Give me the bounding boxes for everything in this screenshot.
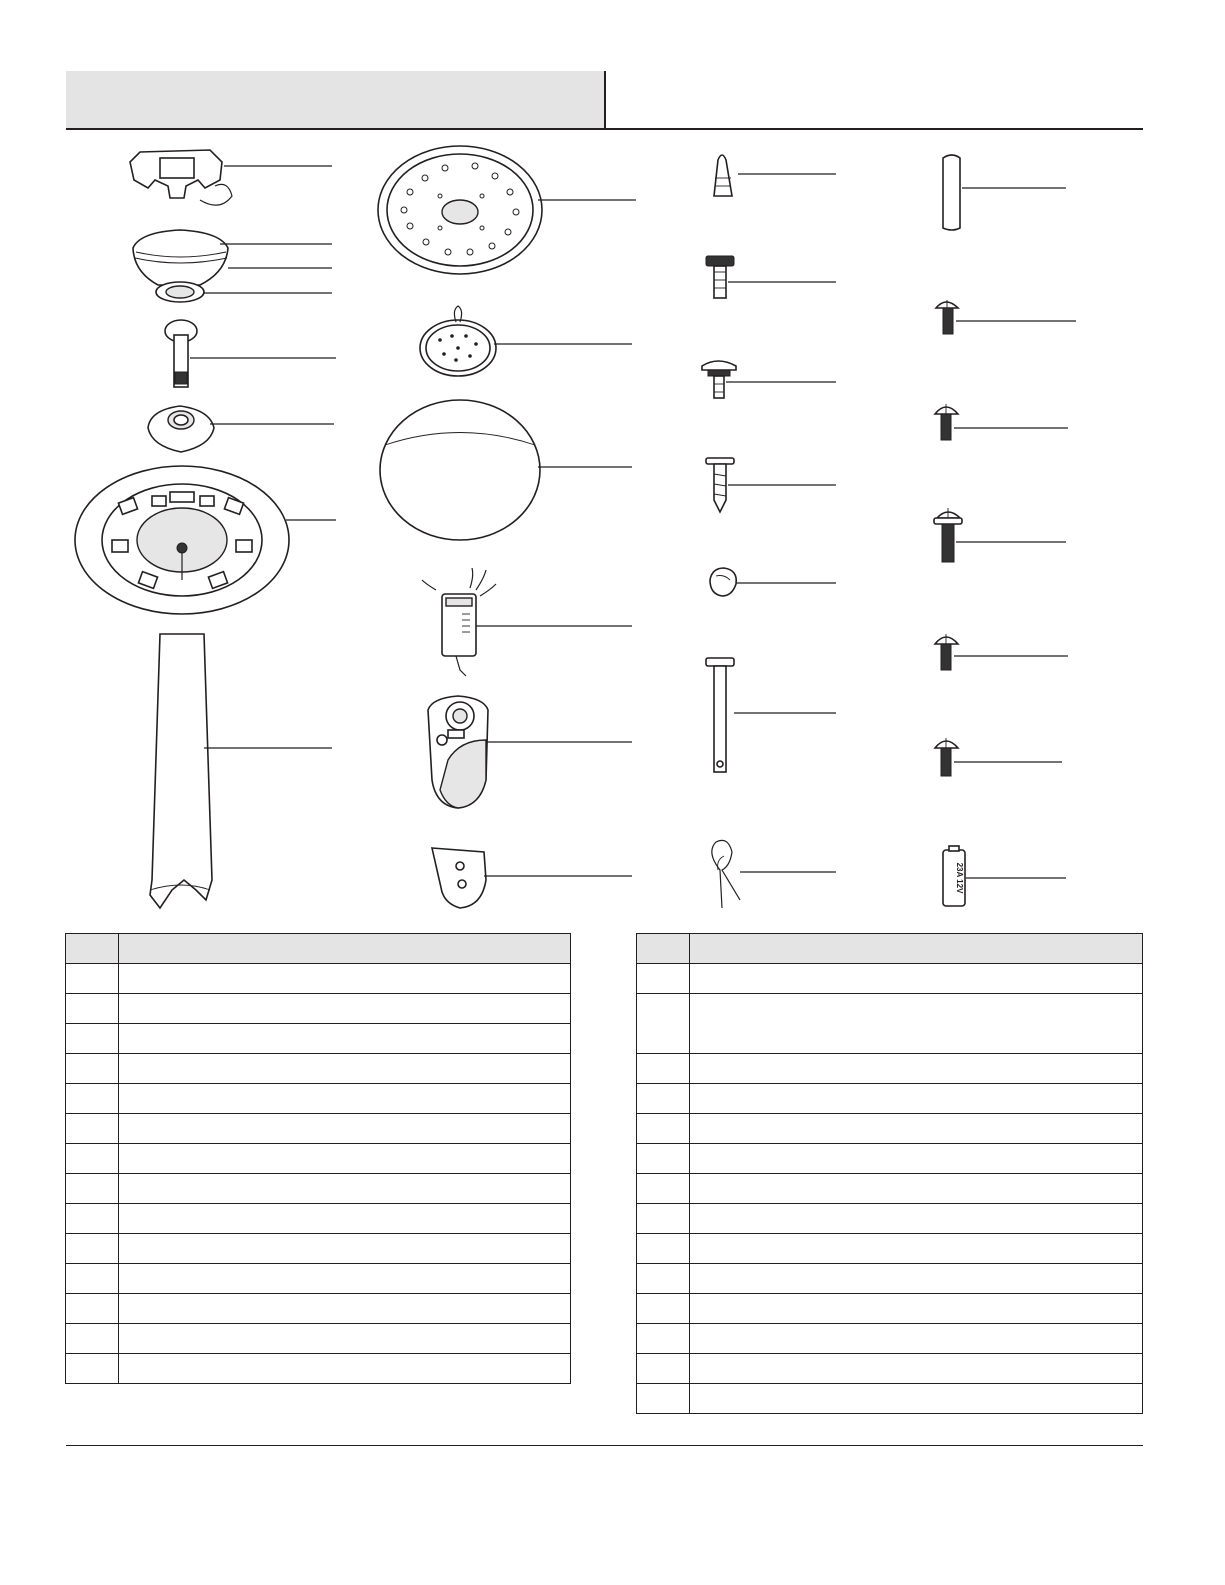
part-description xyxy=(690,994,1143,1054)
part-description xyxy=(690,1054,1143,1084)
part-letter xyxy=(66,1114,119,1144)
part-letter xyxy=(637,1144,690,1174)
battery-label: 23A 12V xyxy=(955,862,964,894)
part-letter xyxy=(637,1234,690,1264)
table-row xyxy=(66,1264,571,1294)
table-row xyxy=(637,1084,1143,1114)
fan-blade xyxy=(150,634,332,908)
screw-4 xyxy=(935,738,1062,776)
part-letter xyxy=(66,1204,119,1234)
part-description xyxy=(690,1174,1143,1204)
table-row xyxy=(66,1144,571,1174)
thumb-screw xyxy=(706,256,836,298)
part-description xyxy=(119,1054,571,1084)
screw-with-washer xyxy=(934,508,1066,562)
part-description xyxy=(690,1234,1143,1264)
battery xyxy=(943,846,1066,906)
table-row xyxy=(637,1264,1143,1294)
table-row xyxy=(637,1354,1143,1384)
clevis-pin xyxy=(706,658,836,772)
part-letter xyxy=(66,1054,119,1084)
table-row xyxy=(637,1174,1143,1204)
mounting-bracket xyxy=(130,150,332,205)
part-letter xyxy=(66,1084,119,1114)
part-letter xyxy=(637,1054,690,1084)
part-description xyxy=(119,1294,571,1324)
part-description xyxy=(119,1084,571,1114)
part-letter xyxy=(66,1354,119,1384)
table-row xyxy=(637,1234,1143,1264)
part-letter xyxy=(637,1354,690,1384)
light-kit-plate xyxy=(420,306,632,376)
footer-rule xyxy=(66,1445,1143,1446)
table-row xyxy=(66,1204,571,1234)
table-row xyxy=(66,1024,571,1054)
part-letter xyxy=(637,1174,690,1204)
part-letter xyxy=(637,1114,690,1144)
downrod xyxy=(165,320,336,387)
part-description xyxy=(690,1384,1143,1414)
table-row xyxy=(66,994,571,1024)
part-description xyxy=(119,994,571,1024)
table-row xyxy=(637,964,1143,994)
part-letter xyxy=(66,1174,119,1204)
screw-1 xyxy=(936,300,1076,334)
part-description xyxy=(690,1114,1143,1144)
part-description xyxy=(119,1144,571,1174)
part-description xyxy=(119,1234,571,1264)
part-description xyxy=(690,1294,1143,1324)
part-letter xyxy=(637,1084,690,1114)
part-letter xyxy=(66,994,119,1024)
table-row xyxy=(637,1054,1143,1084)
coupling-cover xyxy=(148,406,334,452)
part-description xyxy=(690,1264,1143,1294)
receiver xyxy=(422,568,632,676)
part-description xyxy=(119,1174,571,1204)
part-letter xyxy=(66,964,119,994)
table-row xyxy=(66,1084,571,1114)
cotter-pin xyxy=(712,840,836,908)
table-row xyxy=(66,1294,571,1324)
part-letter xyxy=(637,1204,690,1234)
parts-table-left xyxy=(65,933,571,1384)
table-row xyxy=(637,1324,1143,1354)
col-description xyxy=(119,934,571,964)
part-description xyxy=(119,1264,571,1294)
balancing-rod xyxy=(943,155,1066,230)
part-letter xyxy=(66,1024,119,1054)
table-row xyxy=(637,1204,1143,1234)
part-description xyxy=(690,1324,1143,1354)
glass-shade xyxy=(380,400,632,540)
finial-cap xyxy=(710,568,836,596)
part-letter xyxy=(66,1294,119,1324)
part-description xyxy=(690,1354,1143,1384)
col-description xyxy=(690,934,1143,964)
part-description xyxy=(690,964,1143,994)
table-row xyxy=(637,1384,1143,1414)
canopy xyxy=(133,230,332,302)
part-letter xyxy=(637,994,690,1054)
part-letter xyxy=(66,1144,119,1174)
motor-assembly xyxy=(75,466,336,614)
part-description xyxy=(690,1144,1143,1174)
table-row xyxy=(66,1354,571,1384)
screw-3 xyxy=(935,634,1068,670)
part-description xyxy=(119,1324,571,1354)
table-row xyxy=(637,994,1143,1054)
table-row xyxy=(66,964,571,994)
part-description xyxy=(690,1084,1143,1114)
screw-2 xyxy=(935,404,1068,440)
part-letter xyxy=(637,1294,690,1324)
table-row xyxy=(66,1054,571,1084)
table-row xyxy=(637,1144,1143,1174)
table-row xyxy=(66,1324,571,1354)
washer-screw xyxy=(702,361,836,398)
part-letter xyxy=(637,1384,690,1414)
part-letter xyxy=(66,1324,119,1354)
table-row xyxy=(637,1114,1143,1144)
switch-housing xyxy=(378,146,636,274)
parts-table-right xyxy=(636,933,1143,1414)
part-letter xyxy=(637,1324,690,1354)
col-part xyxy=(637,934,690,964)
part-description xyxy=(119,1204,571,1234)
part-description xyxy=(119,1114,571,1144)
table-row xyxy=(637,1294,1143,1324)
wire-connector xyxy=(714,155,836,196)
part-description xyxy=(119,1354,571,1384)
part-description xyxy=(119,964,571,994)
part-letter xyxy=(66,1234,119,1264)
col-part xyxy=(66,934,119,964)
table-row xyxy=(66,1174,571,1204)
part-letter xyxy=(637,964,690,994)
table-row xyxy=(66,1234,571,1264)
blade-bracket-clip xyxy=(432,848,632,908)
wood-screw xyxy=(706,458,836,512)
part-letter xyxy=(66,1264,119,1294)
part-description xyxy=(690,1204,1143,1234)
table-row xyxy=(66,1114,571,1144)
remote-control xyxy=(428,696,632,808)
part-description xyxy=(119,1024,571,1054)
part-letter xyxy=(637,1264,690,1294)
